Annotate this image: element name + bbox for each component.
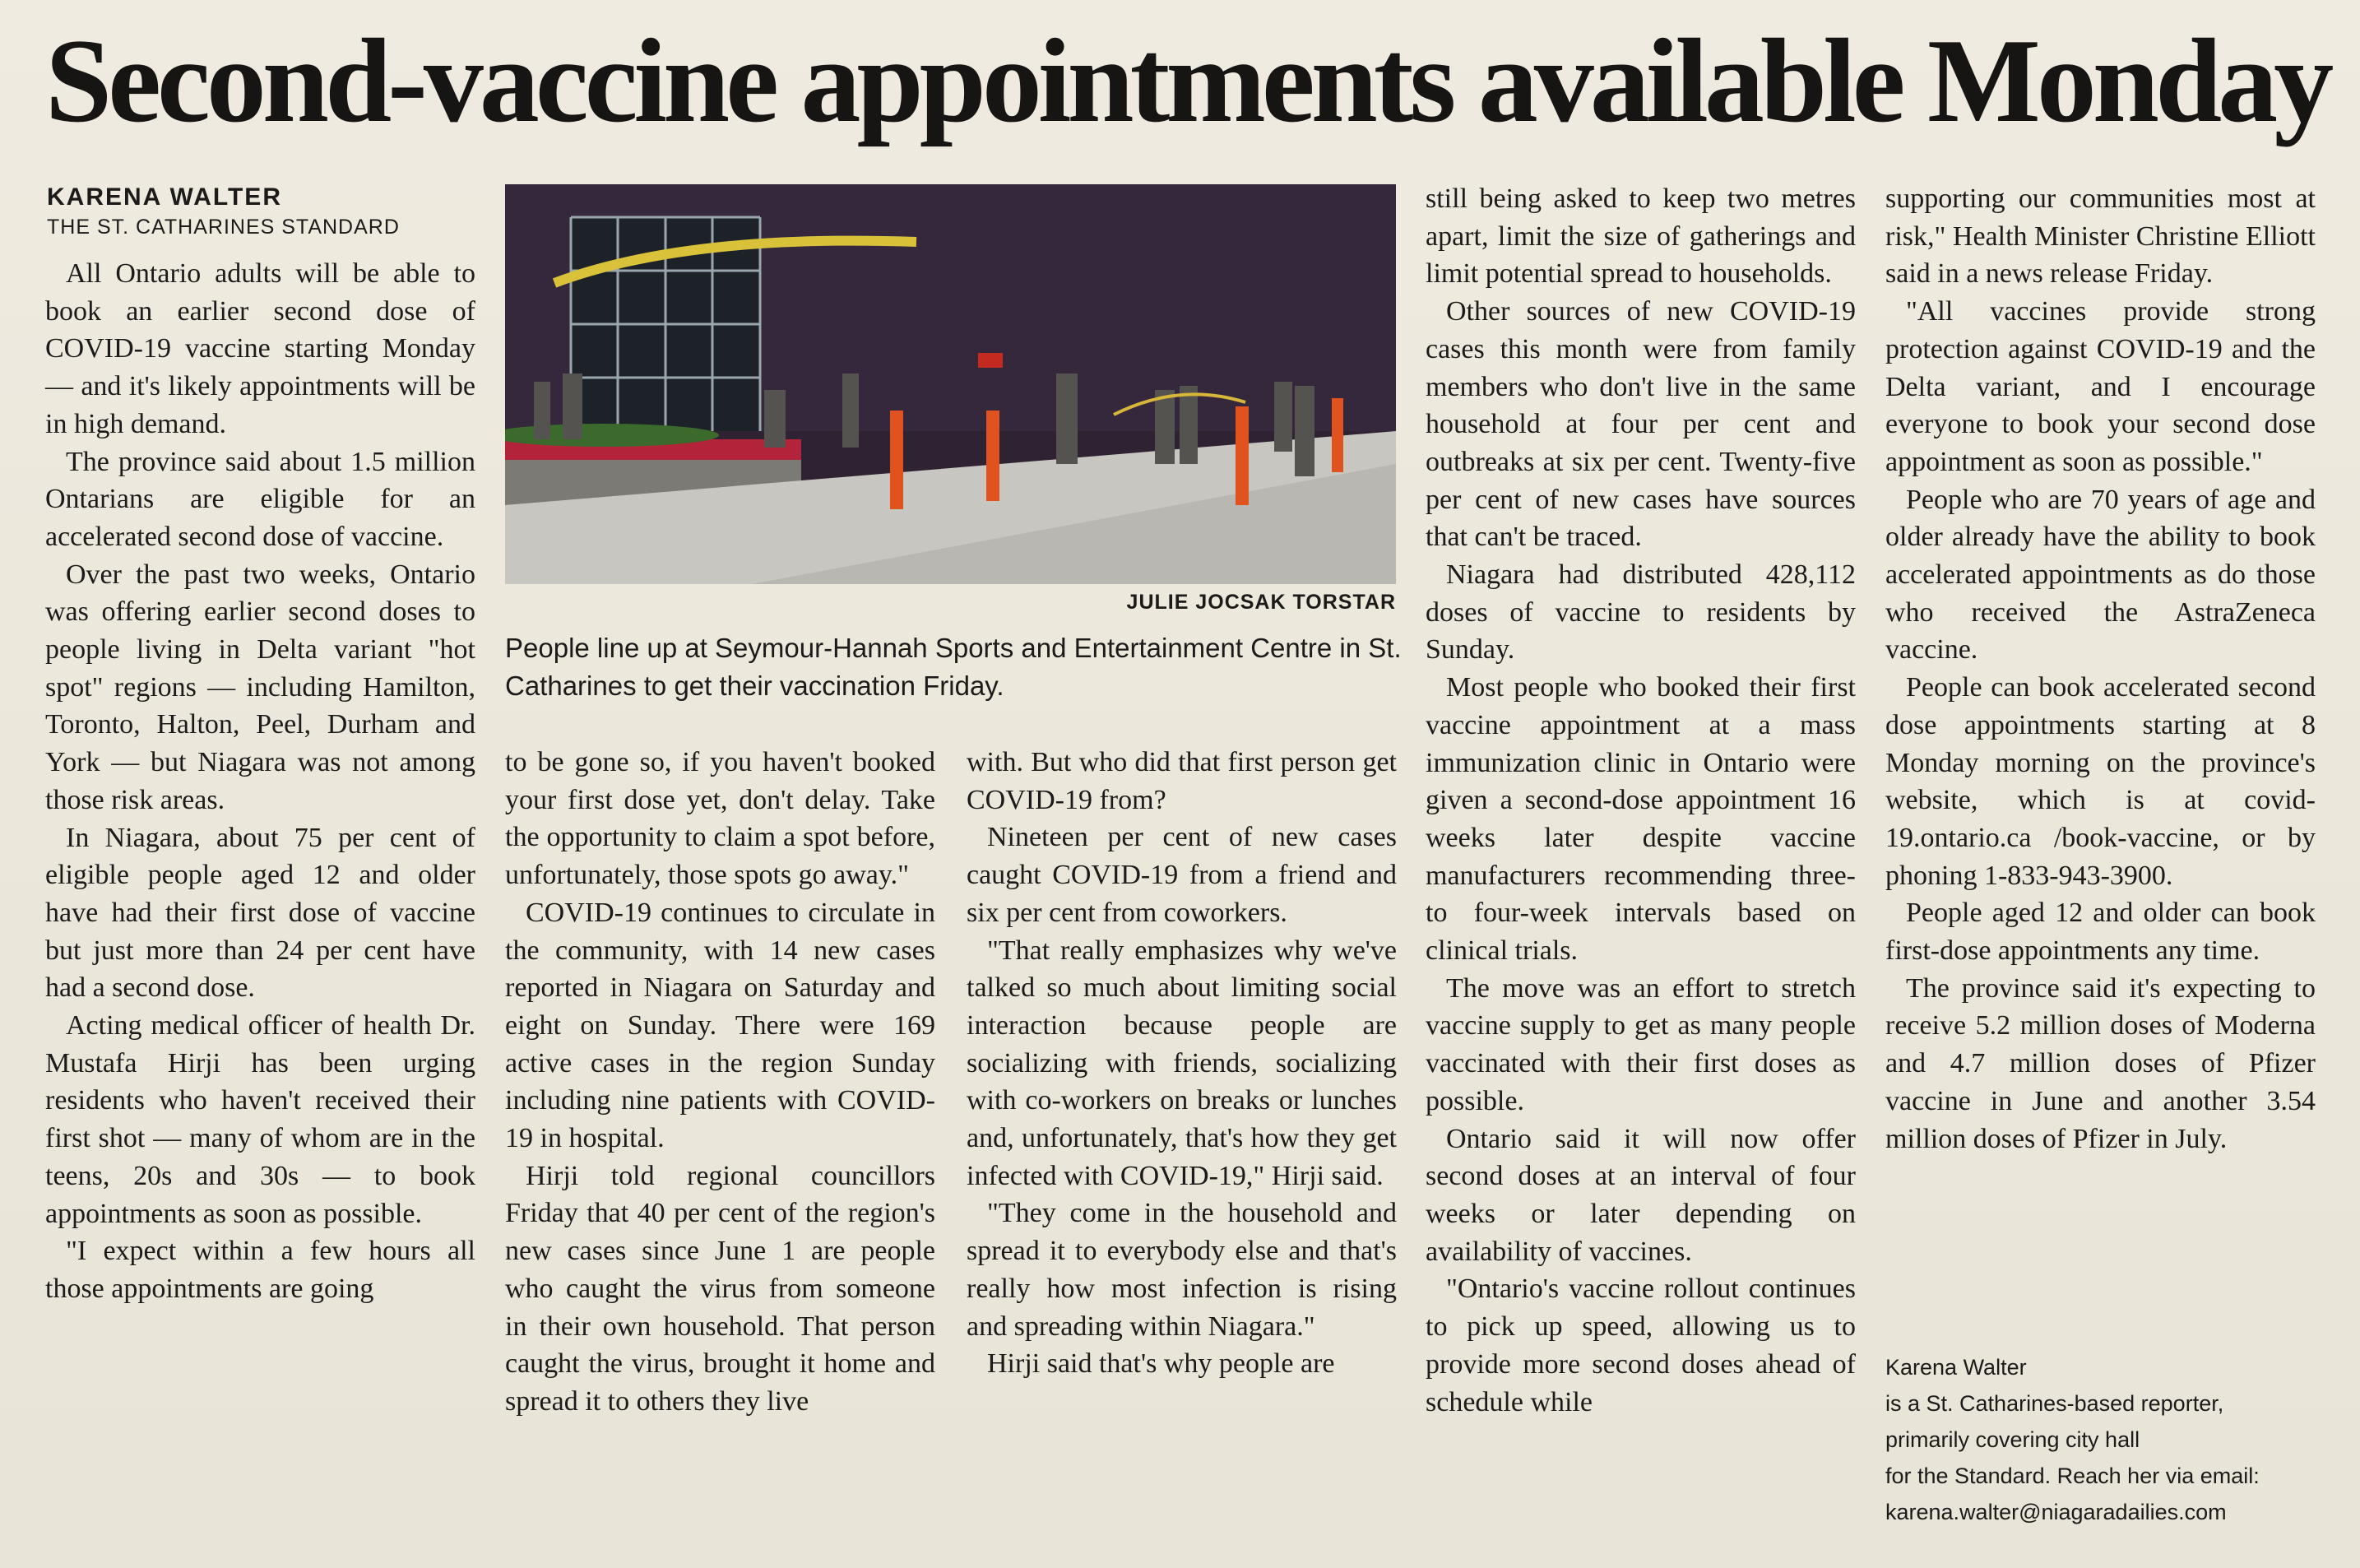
paragraph: Hirji told regional councillors Friday that 40 per cent of the region's new cases since June 1 are people who caught the virus from someone in their own household. That person caught the virus, brought it home and spread it to others they live xyxy=(505,1160,935,1417)
paragraph: Acting medical officer of health Dr. Mustafa Hirji has been urging residents who haven't received their first shot — many of whom are in the teens, 20s and 30s — to book appointments as soon as possible. xyxy=(45,1010,475,1229)
paragraph: The province said it's expecting to receive 5.2 million doses of Moderna and 4.7 million doses of Pfizer vaccine in June and another 3.54 million doses of Pfizer in July. xyxy=(1885,972,2316,1154)
paragraph: Nineteen per cent of new cases caught COVID-19 from a friend and six per cent from coworkers. xyxy=(967,822,1397,928)
news-photo xyxy=(505,184,1396,584)
paragraph: "I expect within a few hours all those appointments are going xyxy=(45,1236,475,1304)
article-column-4 xyxy=(1426,180,1856,1562)
paragraph: People can book accelerated second dose appointments starting at 8 Monday morning on the province's website, which is at covid-19.ontario.ca /book-vaccine, or by phoning 1-833-943-3900. xyxy=(1885,672,2316,891)
byline xyxy=(47,181,475,240)
paragraph: "All vaccines provide strong protection against COVID-19 and the Delta variant, and I encourage everyone to book your second dose appointment as soon as possible." xyxy=(1885,296,2316,477)
paragraph: All Ontario adults will be able to book an earlier second dose of COVID-19 vaccine starting Monday — and it's likely appointments will be in high demand. xyxy=(45,258,475,439)
article-column-5 xyxy=(1885,180,2316,1348)
article-column-2 xyxy=(505,744,935,1558)
paragraph: Niagara had distributed 428,112 doses of vaccine to residents by Sunday. xyxy=(1426,559,1856,666)
paragraph: Ontario said it will now offer second doses at an interval of four weeks or later depending on availability of vaccines. xyxy=(1426,1123,1856,1267)
paragraph: "Ontario's vaccine rollout continues to pick up speed, allowing us to provide more second doses ahead of schedule while xyxy=(1426,1273,1856,1417)
headline: Second-vaccine appointments available Monday xyxy=(45,14,2330,147)
paragraph: still being asked to keep two metres apart, limit the size of gatherings and limit potential spread to households. xyxy=(1426,183,1856,290)
paragraph: "That really emphasizes why we've talked so much about limiting social interaction because people are socializing with friends, socializing with co-workers on breaks or lunches and, unfortunately, that's how they get infected with COVID-19," Hirji said. xyxy=(967,935,1397,1191)
bio-line: for the Standard. Reach her via email: xyxy=(1885,1464,2260,1488)
paragraph: The move was an effort to stretch vaccine supply to get as many people vaccinated with their first doses as possible. xyxy=(1426,972,1856,1116)
paragraph: with. But who did that first person get COVID-19 from? xyxy=(967,747,1397,815)
bio-line: is a St. Catharines-based reporter, xyxy=(1885,1391,2224,1416)
byline-outlet: THE ST. CATHARINES STANDARD xyxy=(47,216,400,239)
article-column-3 xyxy=(967,744,1397,1558)
photo-credit: JULIE JOCSAK TORSTAR xyxy=(1126,591,1396,614)
paragraph: Other sources of new COVID-19 cases this month were from family members who don't live in the same household at four per cent and outbreaks at six per cent. Twenty-five per cent of new cases have sources that can't be traced. xyxy=(1426,296,1856,553)
bio-email: karena.walter@niagaradailies.com xyxy=(1885,1500,2227,1524)
paragraph: People aged 12 and older can book first-dose appointments any time. xyxy=(1885,898,2316,967)
author-bio xyxy=(1885,1349,2346,1530)
paragraph: Hirji said that's why people are xyxy=(987,1348,1335,1380)
article-column-1 xyxy=(45,255,475,1555)
paragraph: supporting our communities most at risk," Health Minister Christine Elliott said in a news release Friday. xyxy=(1885,183,2316,290)
byline-author: KARENA WALTER xyxy=(47,183,282,211)
bio-line: Karena Walter xyxy=(1885,1355,2027,1380)
paragraph: People who are 70 years of age and older already have the ability to book accelerated appointments as do those who received the AstraZeneca vaccine. xyxy=(1885,484,2316,666)
paragraph: COVID-19 continues to circulate in the community, with 14 new cases reported in Niagara on Saturday and eight on Sunday. There were 169 active cases in the region Sunday including nine patients with COVID-19 in hospital. xyxy=(505,897,935,1154)
paragraph: "They come in the household and spread it to everybody else and that's really how most infection is rising and spreading within Niagara." xyxy=(967,1198,1397,1342)
paragraph: to be gone so, if you haven't booked your first dose yet, don't delay. Take the opportunity to claim a spot before, unfortunately, those spots go away." xyxy=(505,747,935,891)
paragraph: In Niagara, about 75 per cent of eligible people aged 12 and older have had their first dose of vaccine but just more than 24 per cent have had a second dose. xyxy=(45,822,475,1004)
paragraph: Over the past two weeks, Ontario was offering earlier second doses to people living in Delta variant "hot spot" regions — including Hamilton, Toronto, Halton, Peel, Durham and York — but Niagara was not among those risk areas. xyxy=(45,559,475,815)
bio-line: primarily covering city hall xyxy=(1885,1427,2140,1452)
photo-caption: People line up at Seymour-Hannah Sports and Entertainment Centre in St. Catharines to get their vaccination Friday. xyxy=(505,633,1402,701)
paragraph: The province said about 1.5 million Ontarians are eligible for an accelerated second dose of vaccine. xyxy=(45,446,475,552)
paragraph: Most people who booked their first vaccine appointment at a mass immunization clinic in Ontario were given a second-dose appointment 16 weeks later despite vaccine manufacturers recommending three- to four-week intervals based on clinical trials. xyxy=(1426,672,1856,967)
